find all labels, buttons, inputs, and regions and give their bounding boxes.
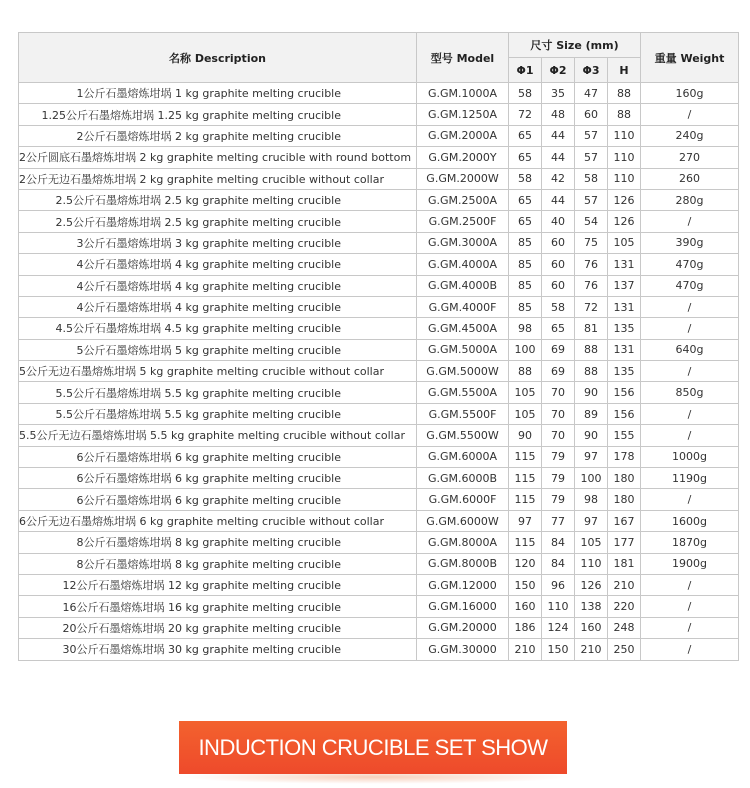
cell-phi1: 90 bbox=[509, 425, 542, 446]
section-banner: INDUCTION CRUCIBLE SET SHOW bbox=[179, 721, 567, 774]
cell-phi1: 115 bbox=[509, 532, 542, 553]
cell-phi1: 65 bbox=[509, 211, 542, 232]
table-row bbox=[19, 104, 739, 125]
cell-description: 30公斤石墨熔炼坩埚 30 kg graphite melting crucible bbox=[19, 639, 417, 660]
cell-phi3: 88 bbox=[575, 361, 608, 382]
cell-phi1: 85 bbox=[509, 296, 542, 317]
cell-phi1: 100 bbox=[509, 339, 542, 360]
cell-weight: 470g bbox=[641, 275, 739, 296]
table-row bbox=[19, 147, 739, 168]
cell-description: 16公斤石墨熔炼坩埚 16 kg graphite melting crucible bbox=[19, 596, 417, 617]
cell-description: 6公斤石墨熔炼坩埚 6 kg graphite melting crucible bbox=[19, 446, 417, 467]
cell-height: 105 bbox=[608, 232, 641, 253]
cell-model: G.GM.5000A bbox=[417, 339, 509, 360]
table-row bbox=[19, 617, 739, 638]
table-row bbox=[19, 596, 739, 617]
cell-description: 2公斤石墨熔炼坩埚 2 kg graphite melting crucible bbox=[19, 125, 417, 146]
spec-table bbox=[18, 32, 739, 661]
cell-phi3: 89 bbox=[575, 403, 608, 424]
cell-phi1: 58 bbox=[509, 83, 542, 104]
cell-weight: 850g bbox=[641, 382, 739, 403]
cell-phi3: 81 bbox=[575, 318, 608, 339]
cell-height: 137 bbox=[608, 275, 641, 296]
cell-model: G.GM.2500A bbox=[417, 189, 509, 210]
cell-weight: / bbox=[641, 617, 739, 638]
cell-model: G.GM.8000A bbox=[417, 532, 509, 553]
table-row bbox=[19, 574, 739, 595]
cell-phi3: 57 bbox=[575, 147, 608, 168]
cell-model: G.GM.4000A bbox=[417, 254, 509, 275]
cell-phi2: 84 bbox=[542, 532, 575, 553]
cell-height: 180 bbox=[608, 489, 641, 510]
table-row bbox=[19, 232, 739, 253]
header-description: 名称 Description bbox=[19, 33, 417, 83]
cell-phi2: 58 bbox=[542, 296, 575, 317]
cell-phi1: 105 bbox=[509, 382, 542, 403]
header-weight: 重量 Weight bbox=[641, 33, 739, 83]
cell-height: 167 bbox=[608, 510, 641, 531]
cell-description: 2公斤无边石墨熔炼坩埚 2 kg graphite melting crucible without collar bbox=[19, 168, 417, 189]
cell-description: 2公斤圆底石墨熔炼坩埚 2 kg graphite melting crucible with round bottom bbox=[19, 147, 417, 168]
cell-phi2: 79 bbox=[542, 468, 575, 489]
cell-phi2: 79 bbox=[542, 446, 575, 467]
cell-model: G.GM.6000F bbox=[417, 489, 509, 510]
cell-model: G.GM.4500A bbox=[417, 318, 509, 339]
cell-model: G.GM.8000B bbox=[417, 553, 509, 574]
cell-phi3: 126 bbox=[575, 574, 608, 595]
cell-height: 178 bbox=[608, 446, 641, 467]
table-row bbox=[19, 382, 739, 403]
cell-weight: 1870g bbox=[641, 532, 739, 553]
cell-height: 131 bbox=[608, 254, 641, 275]
cell-description: 4公斤石墨熔炼坩埚 4 kg graphite melting crucible bbox=[19, 254, 417, 275]
cell-description: 5.5公斤石墨熔炼坩埚 5.5 kg graphite melting crucible bbox=[19, 403, 417, 424]
cell-phi3: 100 bbox=[575, 468, 608, 489]
cell-phi2: 79 bbox=[542, 489, 575, 510]
cell-description: 5.5公斤无边石墨熔炼坩埚 5.5 kg graphite melting crucible without collar bbox=[19, 425, 417, 446]
cell-phi1: 115 bbox=[509, 489, 542, 510]
cell-height: 177 bbox=[608, 532, 641, 553]
cell-description: 1公斤石墨熔炼坩埚 1 kg graphite melting crucible bbox=[19, 83, 417, 104]
cell-phi3: 57 bbox=[575, 189, 608, 210]
cell-description: 5.5公斤石墨熔炼坩埚 5.5 kg graphite melting crucible bbox=[19, 382, 417, 403]
cell-weight: 390g bbox=[641, 232, 739, 253]
cell-model: G.GM.6000W bbox=[417, 510, 509, 531]
cell-phi1: 85 bbox=[509, 232, 542, 253]
cell-phi1: 115 bbox=[509, 446, 542, 467]
cell-weight: / bbox=[641, 361, 739, 382]
cell-weight: / bbox=[641, 211, 739, 232]
cell-description: 5公斤无边石墨熔炼坩埚 5 kg graphite melting crucible without collar bbox=[19, 361, 417, 382]
cell-model: G.GM.5500W bbox=[417, 425, 509, 446]
cell-phi1: 150 bbox=[509, 574, 542, 595]
cell-height: 110 bbox=[608, 125, 641, 146]
table-row bbox=[19, 425, 739, 446]
cell-phi2: 44 bbox=[542, 147, 575, 168]
cell-phi1: 58 bbox=[509, 168, 542, 189]
cell-model: G.GM.5000W bbox=[417, 361, 509, 382]
cell-weight: 160g bbox=[641, 83, 739, 104]
cell-description: 2.5公斤石墨熔炼坩埚 2.5 kg graphite melting crucible bbox=[19, 189, 417, 210]
cell-phi1: 210 bbox=[509, 639, 542, 660]
table-row bbox=[19, 532, 739, 553]
cell-height: 250 bbox=[608, 639, 641, 660]
cell-phi3: 97 bbox=[575, 446, 608, 467]
cell-phi3: 76 bbox=[575, 275, 608, 296]
cell-description: 6公斤石墨熔炼坩埚 6 kg graphite melting crucible bbox=[19, 489, 417, 510]
table-row bbox=[19, 318, 739, 339]
cell-phi1: 120 bbox=[509, 553, 542, 574]
cell-height: 180 bbox=[608, 468, 641, 489]
cell-phi1: 85 bbox=[509, 254, 542, 275]
cell-model: G.GM.2500F bbox=[417, 211, 509, 232]
cell-phi3: 138 bbox=[575, 596, 608, 617]
cell-phi3: 60 bbox=[575, 104, 608, 125]
cell-phi2: 44 bbox=[542, 189, 575, 210]
cell-model: G.GM.5500F bbox=[417, 403, 509, 424]
table-row bbox=[19, 403, 739, 424]
cell-model: G.GM.12000 bbox=[417, 574, 509, 595]
cell-weight: 1000g bbox=[641, 446, 739, 467]
cell-phi1: 65 bbox=[509, 189, 542, 210]
cell-height: 220 bbox=[608, 596, 641, 617]
cell-phi3: 47 bbox=[575, 83, 608, 104]
header-phi1: Φ1 bbox=[509, 58, 542, 83]
cell-phi1: 105 bbox=[509, 403, 542, 424]
cell-phi3: 57 bbox=[575, 125, 608, 146]
cell-height: 156 bbox=[608, 382, 641, 403]
cell-height: 88 bbox=[608, 83, 641, 104]
cell-height: 88 bbox=[608, 104, 641, 125]
cell-model: G.GM.4000B bbox=[417, 275, 509, 296]
cell-phi2: 150 bbox=[542, 639, 575, 660]
cell-phi3: 54 bbox=[575, 211, 608, 232]
cell-model: G.GM.1000A bbox=[417, 83, 509, 104]
cell-phi1: 97 bbox=[509, 510, 542, 531]
cell-weight: / bbox=[641, 596, 739, 617]
cell-phi1: 65 bbox=[509, 125, 542, 146]
cell-phi1: 115 bbox=[509, 468, 542, 489]
cell-height: 126 bbox=[608, 211, 641, 232]
cell-weight: / bbox=[641, 403, 739, 424]
cell-description: 3公斤石墨熔炼坩埚 3 kg graphite melting crucible bbox=[19, 232, 417, 253]
table-row bbox=[19, 83, 739, 104]
cell-weight: / bbox=[641, 425, 739, 446]
table-row bbox=[19, 510, 739, 531]
cell-phi2: 44 bbox=[542, 125, 575, 146]
cell-model: G.GM.6000A bbox=[417, 446, 509, 467]
cell-height: 110 bbox=[608, 147, 641, 168]
cell-description: 8公斤石墨熔炼坩埚 8 kg graphite melting crucible bbox=[19, 553, 417, 574]
cell-height: 110 bbox=[608, 168, 641, 189]
cell-description: 8公斤石墨熔炼坩埚 8 kg graphite melting crucible bbox=[19, 532, 417, 553]
cell-model: G.GM.4000F bbox=[417, 296, 509, 317]
cell-phi2: 40 bbox=[542, 211, 575, 232]
cell-description: 6公斤石墨熔炼坩埚 6 kg graphite melting crucible bbox=[19, 468, 417, 489]
header-phi3: Φ3 bbox=[575, 58, 608, 83]
cell-phi2: 60 bbox=[542, 232, 575, 253]
cell-model: G.GM.5500A bbox=[417, 382, 509, 403]
cell-model: G.GM.2000A bbox=[417, 125, 509, 146]
cell-phi1: 85 bbox=[509, 275, 542, 296]
cell-phi3: 76 bbox=[575, 254, 608, 275]
cell-height: 126 bbox=[608, 189, 641, 210]
cell-phi3: 97 bbox=[575, 510, 608, 531]
cell-model: G.GM.2000W bbox=[417, 168, 509, 189]
cell-weight: 280g bbox=[641, 189, 739, 210]
header-h: H bbox=[608, 58, 641, 83]
cell-model: G.GM.3000A bbox=[417, 232, 509, 253]
table-row bbox=[19, 125, 739, 146]
cell-weight: / bbox=[641, 574, 739, 595]
cell-phi2: 70 bbox=[542, 403, 575, 424]
cell-phi1: 88 bbox=[509, 361, 542, 382]
cell-phi3: 98 bbox=[575, 489, 608, 510]
table-row bbox=[19, 211, 739, 232]
cell-weight: / bbox=[641, 104, 739, 125]
table-row bbox=[19, 361, 739, 382]
cell-height: 156 bbox=[608, 403, 641, 424]
table-row bbox=[19, 275, 739, 296]
table-row bbox=[19, 254, 739, 275]
table-row bbox=[19, 468, 739, 489]
cell-model: G.GM.16000 bbox=[417, 596, 509, 617]
cell-model: G.GM.1250A bbox=[417, 104, 509, 125]
cell-weight: / bbox=[641, 296, 739, 317]
cell-phi3: 90 bbox=[575, 425, 608, 446]
cell-phi3: 58 bbox=[575, 168, 608, 189]
table-row bbox=[19, 446, 739, 467]
cell-phi2: 70 bbox=[542, 382, 575, 403]
cell-description: 4公斤石墨熔炼坩埚 4 kg graphite melting crucible bbox=[19, 275, 417, 296]
cell-weight: 470g bbox=[641, 254, 739, 275]
cell-height: 135 bbox=[608, 361, 641, 382]
cell-description: 20公斤石墨熔炼坩埚 20 kg graphite melting crucible bbox=[19, 617, 417, 638]
cell-phi2: 42 bbox=[542, 168, 575, 189]
cell-phi2: 124 bbox=[542, 617, 575, 638]
cell-phi1: 72 bbox=[509, 104, 542, 125]
cell-phi3: 75 bbox=[575, 232, 608, 253]
cell-model: G.GM.6000B bbox=[417, 468, 509, 489]
cell-height: 131 bbox=[608, 339, 641, 360]
cell-phi2: 35 bbox=[542, 83, 575, 104]
cell-height: 248 bbox=[608, 617, 641, 638]
table-row bbox=[19, 553, 739, 574]
cell-height: 131 bbox=[608, 296, 641, 317]
cell-weight: / bbox=[641, 639, 739, 660]
cell-phi1: 65 bbox=[509, 147, 542, 168]
cell-height: 181 bbox=[608, 553, 641, 574]
cell-phi3: 160 bbox=[575, 617, 608, 638]
cell-model: G.GM.30000 bbox=[417, 639, 509, 660]
cell-weight: 1600g bbox=[641, 510, 739, 531]
cell-phi2: 110 bbox=[542, 596, 575, 617]
table-row bbox=[19, 639, 739, 660]
cell-phi2: 60 bbox=[542, 275, 575, 296]
cell-weight: / bbox=[641, 489, 739, 510]
cell-phi1: 186 bbox=[509, 617, 542, 638]
cell-phi2: 96 bbox=[542, 574, 575, 595]
cell-phi2: 77 bbox=[542, 510, 575, 531]
cell-phi2: 65 bbox=[542, 318, 575, 339]
cell-phi3: 105 bbox=[575, 532, 608, 553]
cell-phi3: 88 bbox=[575, 339, 608, 360]
cell-description: 5公斤石墨熔炼坩埚 5 kg graphite melting crucible bbox=[19, 339, 417, 360]
cell-phi1: 160 bbox=[509, 596, 542, 617]
header-size: 尺寸 Size (mm) bbox=[509, 33, 641, 58]
cell-height: 135 bbox=[608, 318, 641, 339]
cell-model: G.GM.20000 bbox=[417, 617, 509, 638]
table-body bbox=[19, 83, 739, 661]
cell-phi3: 90 bbox=[575, 382, 608, 403]
cell-weight: / bbox=[641, 318, 739, 339]
cell-phi1: 98 bbox=[509, 318, 542, 339]
cell-weight: 240g bbox=[641, 125, 739, 146]
cell-phi2: 84 bbox=[542, 553, 575, 574]
header-phi2: Φ2 bbox=[542, 58, 575, 83]
cell-weight: 1190g bbox=[641, 468, 739, 489]
cell-phi3: 210 bbox=[575, 639, 608, 660]
cell-weight: 1900g bbox=[641, 553, 739, 574]
table-row bbox=[19, 168, 739, 189]
header-model: 型号 Model bbox=[417, 33, 509, 83]
cell-description: 2.5公斤石墨熔炼坩埚 2.5 kg graphite melting crucible bbox=[19, 211, 417, 232]
cell-description: 6公斤无边石墨熔炼坩埚 6 kg graphite melting crucible without collar bbox=[19, 510, 417, 531]
cell-description: 4.5公斤石墨熔炼坩埚 4.5 kg graphite melting crucible bbox=[19, 318, 417, 339]
cell-phi3: 72 bbox=[575, 296, 608, 317]
cell-weight: 260 bbox=[641, 168, 739, 189]
table-row bbox=[19, 189, 739, 210]
cell-phi3: 110 bbox=[575, 553, 608, 574]
cell-phi2: 69 bbox=[542, 361, 575, 382]
cell-phi2: 60 bbox=[542, 254, 575, 275]
banner-area bbox=[0, 700, 750, 788]
cell-description: 12公斤石墨熔炼坩埚 12 kg graphite melting crucible bbox=[19, 574, 417, 595]
cell-phi2: 70 bbox=[542, 425, 575, 446]
cell-height: 210 bbox=[608, 574, 641, 595]
table-row bbox=[19, 339, 739, 360]
table-row bbox=[19, 489, 739, 510]
cell-height: 155 bbox=[608, 425, 641, 446]
cell-description: 4公斤石墨熔炼坩埚 4 kg graphite melting crucible bbox=[19, 296, 417, 317]
table-row bbox=[19, 296, 739, 317]
cell-weight: 640g bbox=[641, 339, 739, 360]
cell-weight: 270 bbox=[641, 147, 739, 168]
cell-description: 1.25公斤石墨熔炼坩埚 1.25 kg graphite melting crucible bbox=[19, 104, 417, 125]
cell-phi2: 69 bbox=[542, 339, 575, 360]
cell-phi2: 48 bbox=[542, 104, 575, 125]
cell-model: G.GM.2000Y bbox=[417, 147, 509, 168]
